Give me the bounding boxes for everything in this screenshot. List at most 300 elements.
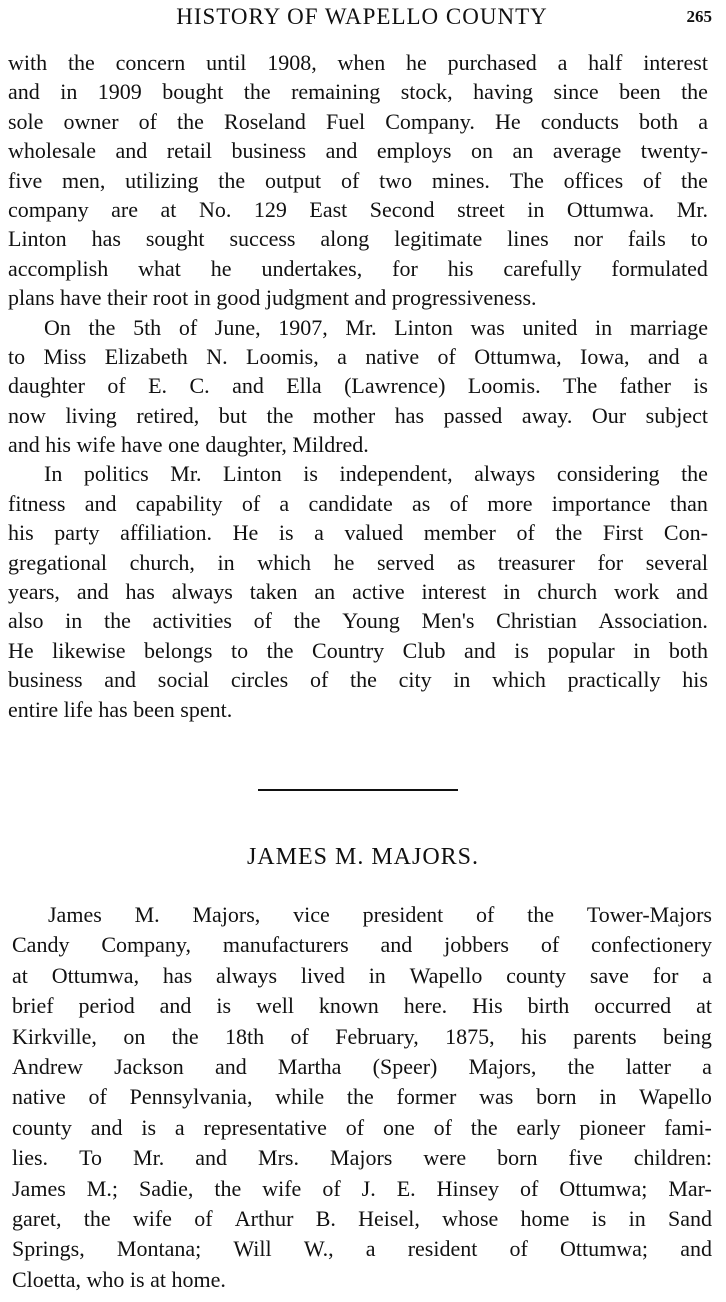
word: for (392, 255, 418, 281)
word: 1907, (278, 314, 328, 340)
word: the (214, 1175, 242, 1201)
word: are (111, 196, 139, 222)
section-divider (258, 789, 458, 791)
word: children: (633, 1145, 712, 1171)
word: several (645, 549, 708, 575)
word: at (696, 993, 712, 1019)
word: Springs, (12, 1236, 85, 1262)
text-line (12, 1143, 712, 1173)
word: twenty- (640, 138, 708, 164)
word: a (279, 490, 290, 516)
word: Martha (277, 1053, 342, 1079)
word: jobbers (444, 932, 509, 958)
word: lines (507, 226, 549, 252)
word: church, (129, 549, 195, 575)
word: a (365, 1236, 376, 1262)
word: gregational (8, 549, 107, 575)
word: Ella (286, 373, 322, 399)
word: of (509, 1236, 528, 1262)
word: fami- (664, 1114, 712, 1140)
text-line: and his wife have one daughter, Mildred. (8, 432, 369, 458)
word: is (278, 520, 294, 546)
word: which (257, 549, 311, 575)
word: both (639, 108, 679, 134)
word: 1875, (445, 1023, 495, 1049)
word: has (394, 402, 425, 428)
word: interest (643, 50, 708, 75)
word: Miss (43, 343, 87, 369)
word: five (568, 1145, 603, 1171)
word: for (652, 962, 679, 988)
word: Majors, (192, 902, 261, 927)
word: He (8, 637, 34, 663)
word: united (522, 314, 578, 340)
word: Heisel, (358, 1205, 420, 1231)
word: carefully (503, 255, 582, 281)
word: having (473, 79, 534, 105)
word: manufacturers (222, 932, 349, 958)
text-line: plans have their root in good judgment and progressiveness. (8, 285, 537, 311)
word: five (8, 167, 43, 193)
word: lived (300, 962, 345, 988)
word: company (8, 196, 89, 222)
word: lies. (12, 1145, 49, 1171)
word: J. (361, 1175, 376, 1201)
word: 1908, (267, 50, 317, 75)
word: He (232, 520, 259, 546)
word: of (520, 1175, 539, 1201)
word: born (497, 1145, 538, 1171)
word: Christian (496, 608, 577, 634)
word: the (266, 402, 294, 428)
word: former (396, 1084, 457, 1110)
word: Arthur (234, 1205, 294, 1231)
word: of (107, 373, 126, 399)
text-line (8, 224, 708, 253)
text-line (12, 1052, 712, 1082)
word: for (597, 549, 624, 575)
word: taken (249, 579, 298, 605)
word: importance (551, 490, 651, 516)
word: the (527, 902, 555, 927)
word: his (447, 255, 474, 281)
word: Association. (598, 608, 708, 634)
word: with (8, 50, 48, 75)
word: June, (214, 314, 261, 340)
word: stock, (400, 79, 453, 105)
word: and (115, 138, 148, 164)
text-line: entire life has been spent. (8, 696, 233, 722)
word: 1909 (97, 79, 142, 105)
word: on (471, 138, 494, 164)
word: when (337, 50, 386, 75)
word: and (159, 993, 192, 1019)
word: Majors, (468, 1053, 537, 1079)
word: and (8, 79, 40, 105)
word: a (702, 962, 712, 988)
word: His (472, 993, 503, 1019)
text-line (8, 313, 708, 342)
word: On (44, 314, 71, 340)
word: of (309, 667, 329, 693)
word: of (138, 108, 157, 134)
word: politics (83, 461, 149, 487)
word: output (264, 167, 322, 193)
word: E. (148, 373, 168, 399)
word: in (527, 196, 545, 222)
word: purchased (447, 50, 537, 75)
word: Roseland (224, 108, 306, 134)
word: To (79, 1145, 102, 1171)
word: Ottumwa; (559, 1175, 648, 1201)
word: now (8, 402, 46, 428)
word: period (78, 993, 135, 1019)
word: resident (407, 1236, 478, 1262)
word: The (563, 373, 598, 399)
word: the (103, 608, 131, 634)
word: the (346, 1084, 374, 1110)
word: one (382, 1114, 415, 1140)
text-line (8, 166, 708, 195)
word: county (506, 962, 567, 988)
word: Loomis. (467, 373, 541, 399)
word: James (12, 1175, 66, 1201)
word: business (8, 667, 83, 693)
word: served (376, 549, 435, 575)
word: he (406, 50, 427, 75)
word: February, (335, 1023, 419, 1049)
word: in (368, 962, 386, 988)
word: offices (563, 167, 624, 193)
word: C. (189, 373, 210, 399)
word: parents (573, 1023, 637, 1049)
word: Fuel (326, 108, 366, 134)
word: member (423, 520, 496, 546)
word: an (512, 138, 534, 164)
word: independent, (339, 461, 453, 487)
word: more (487, 490, 533, 516)
word: Ottumwa. (566, 196, 655, 222)
word: but (218, 402, 247, 428)
word: the (266, 637, 294, 663)
word: men, (61, 167, 106, 193)
word: of (241, 490, 261, 516)
word: has (91, 226, 121, 252)
word: a (698, 108, 708, 134)
word: interest (421, 579, 487, 605)
text-line (8, 136, 708, 165)
word: Linton (394, 314, 453, 340)
word: of (345, 1114, 365, 1140)
word: vice (293, 902, 330, 927)
page-number: 265 (686, 7, 712, 26)
word: church (537, 579, 598, 605)
word: Mrs. (258, 1145, 299, 1171)
word: two (379, 167, 413, 193)
word: conducts (540, 108, 619, 134)
word: daughter (8, 373, 85, 399)
word: the (681, 461, 708, 487)
word: both (668, 637, 708, 663)
word: fails (627, 226, 666, 252)
word: (Lawrence) (344, 373, 446, 399)
word: save (589, 962, 629, 988)
word: has (162, 962, 193, 988)
word: here. (403, 993, 448, 1019)
word: legitimate (394, 226, 483, 252)
article-body (12, 900, 712, 1295)
word: and (647, 343, 680, 369)
word: considering (556, 461, 660, 487)
word: his (682, 667, 708, 693)
word: his (8, 520, 34, 546)
word: candidate (308, 490, 393, 516)
word: brief (12, 993, 54, 1019)
word: undertakes, (261, 255, 363, 281)
word: Company, (101, 932, 191, 958)
word: of (476, 902, 495, 927)
word: Young (342, 608, 400, 634)
word: as (412, 490, 431, 516)
word: employs (376, 138, 452, 164)
word: marriage (629, 314, 708, 340)
word: is (303, 461, 318, 487)
word: Mr. (345, 314, 377, 340)
word: has (125, 579, 155, 605)
word: Pennsylvania, (129, 1084, 253, 1110)
word: Men's (421, 608, 475, 634)
word: He (494, 108, 521, 134)
word: activities (152, 608, 232, 634)
word: No. (198, 196, 232, 222)
word: Jackson (114, 1053, 184, 1079)
text-line (12, 1174, 712, 1204)
word: of (253, 608, 272, 634)
word: and (676, 579, 708, 605)
word: the (88, 314, 116, 340)
word: of (290, 1023, 309, 1049)
word: and (214, 1053, 247, 1079)
word: and (680, 1236, 712, 1262)
word: The (509, 167, 544, 193)
word: along (320, 226, 370, 252)
word: nor (573, 226, 603, 252)
word: at (12, 962, 28, 988)
word: is (216, 993, 232, 1019)
word: of (340, 167, 360, 193)
word: the (681, 79, 708, 105)
word: and (76, 579, 109, 605)
word: concern (115, 50, 186, 75)
word: Iowa, (580, 343, 630, 369)
word: Linton (8, 226, 67, 252)
word: in (599, 1084, 617, 1110)
word: wife (262, 1175, 302, 1201)
text-line (8, 77, 708, 106)
text-line (12, 1234, 712, 1264)
word: in (633, 637, 651, 663)
word: Will (233, 1236, 272, 1262)
word: and (104, 667, 137, 693)
word: bought (162, 79, 224, 105)
word: whose (442, 1205, 499, 1231)
word: is (591, 1205, 607, 1231)
text-line (8, 489, 708, 518)
text-line (8, 665, 708, 694)
word: E. (396, 1175, 416, 1201)
word: and (90, 1114, 123, 1140)
word: social (157, 667, 210, 693)
word: the (171, 1023, 199, 1049)
word: he (210, 255, 232, 281)
word: Club (402, 637, 446, 663)
word: accomplish (8, 255, 109, 281)
word: remaining (291, 79, 381, 105)
word: treasurer (497, 549, 575, 575)
word: to (690, 226, 708, 252)
word: garet, (12, 1205, 62, 1231)
word: in (217, 549, 235, 575)
word: and (232, 373, 264, 399)
word: of (540, 932, 560, 958)
word: on (123, 1023, 146, 1049)
article-heading: JAMES M. MAJORS. (246, 844, 480, 870)
word: Ottumwa; (560, 1236, 649, 1262)
word: a (174, 1114, 185, 1140)
text-line (8, 107, 708, 136)
word: Mr. (676, 196, 708, 222)
word: city (398, 667, 432, 693)
word: is (514, 637, 529, 663)
word: and (195, 1145, 228, 1171)
word: valued (344, 520, 404, 546)
running-head (8, 2, 716, 32)
word: of (194, 1205, 213, 1231)
word: Sadie, (138, 1175, 194, 1201)
word: born (536, 1084, 577, 1110)
word: B. (315, 1205, 336, 1231)
word: to (8, 343, 26, 369)
word: success (229, 226, 296, 252)
word: also (8, 608, 44, 634)
word: popular (547, 637, 615, 663)
word: belongs (144, 637, 213, 663)
word: M.; (86, 1175, 118, 1201)
word: in (595, 314, 613, 340)
word: First (602, 520, 644, 546)
word: N. (206, 343, 228, 369)
word: Our (591, 402, 627, 428)
text-line (8, 518, 708, 547)
word: at (160, 196, 177, 222)
text-line (8, 606, 708, 635)
word: a (702, 1053, 712, 1079)
word: average (552, 138, 622, 164)
word: native (12, 1084, 66, 1110)
word: his (521, 1023, 547, 1049)
word: Con- (663, 520, 708, 546)
word: and (325, 138, 358, 164)
word: Wapello (639, 1084, 712, 1110)
word: Mr. (133, 1145, 165, 1171)
word: than (670, 490, 708, 516)
word: Tower-Majors (586, 902, 712, 927)
word: the (218, 167, 246, 193)
word: to (230, 637, 249, 663)
word: the (555, 520, 583, 546)
word: Sand (668, 1205, 712, 1231)
word: native (365, 343, 420, 369)
word: early (516, 1114, 561, 1140)
word: president (362, 902, 444, 927)
word: a (314, 520, 324, 546)
word: latter (625, 1053, 671, 1079)
word: living (65, 402, 117, 428)
word: in (453, 667, 471, 693)
word: is (141, 1114, 157, 1140)
text-line (12, 961, 712, 991)
word: the (293, 608, 321, 634)
word: in (60, 79, 78, 105)
word: the (67, 50, 95, 75)
word: of (449, 490, 468, 516)
word: a (337, 343, 347, 369)
word: well (256, 993, 294, 1019)
word: M. (134, 902, 160, 927)
word: were (423, 1145, 467, 1171)
word: Elizabeth (104, 343, 188, 369)
text-line (12, 991, 712, 1021)
word: In (44, 461, 63, 487)
word: and (380, 932, 413, 958)
word: Kirkville, (12, 1023, 97, 1049)
word: the (470, 1114, 498, 1140)
word: which (492, 667, 546, 693)
word: occurred (594, 993, 672, 1019)
word: always (474, 461, 536, 487)
word: Mar- (668, 1175, 712, 1201)
word: was (470, 314, 505, 340)
word: mother (312, 402, 376, 428)
word: Montana; (116, 1236, 202, 1262)
word: retail (166, 138, 212, 164)
word: 129 (253, 196, 287, 222)
text-line: Cloetta, who is at home. (12, 1266, 226, 1292)
word: Second (369, 196, 435, 222)
word: in (65, 608, 83, 634)
text-line (12, 1082, 712, 1112)
word: representative (203, 1114, 327, 1140)
word: of (322, 1175, 341, 1201)
text-line (12, 1113, 712, 1143)
word: while (275, 1084, 325, 1110)
word: active (352, 579, 405, 605)
word: 5th (133, 314, 162, 340)
word: retired, (136, 402, 200, 428)
text-line (12, 1204, 712, 1234)
word: the (243, 79, 271, 105)
word: sole (8, 108, 44, 134)
word: was (479, 1084, 514, 1110)
continued-biography-text (8, 48, 708, 724)
word: Candy (12, 932, 70, 958)
text-line (8, 459, 708, 488)
word: he (333, 549, 355, 575)
word: Hinsey (436, 1175, 499, 1201)
running-title: HISTORY OF WAPELLO COUNTY (176, 4, 548, 29)
word: of (433, 1114, 452, 1140)
word: circles (230, 667, 289, 693)
